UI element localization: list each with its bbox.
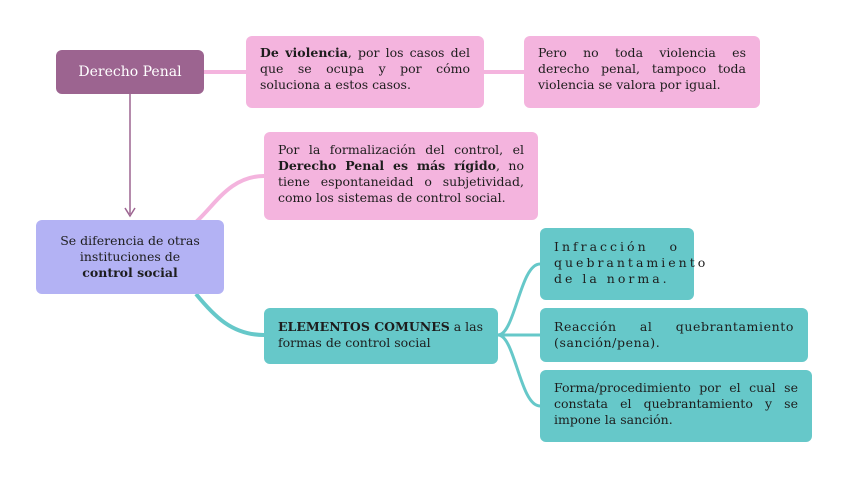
formalizacion-bold: Derecho Penal es más rígido bbox=[278, 158, 496, 173]
item-text-2: Reacción al quebrantamiento (sanción/pena). bbox=[554, 319, 794, 350]
item-text-3: Forma/procedimiento por el cual se constata el quebrantamiento y se impone la sanción. bbox=[554, 380, 798, 427]
item-text-1: Infracción o quebrantamiento de la norma. bbox=[554, 239, 709, 286]
elementos-bold: ELEMENTOS COMUNES bbox=[278, 319, 450, 334]
connector-diferencia-formalizacion bbox=[196, 176, 264, 222]
no-toda-text: Pero no toda violencia es derecho penal, tampoco toda violencia se valora por igual. bbox=[538, 45, 746, 92]
formalizacion-pre: Por la formalización del control, el bbox=[278, 142, 524, 157]
diferencia-node bbox=[36, 220, 224, 294]
root-node bbox=[56, 50, 204, 94]
item-node-2 bbox=[540, 308, 808, 362]
item-node-3 bbox=[540, 370, 812, 442]
diferencia-line1: Se diferencia de otras instituciones de bbox=[60, 233, 200, 264]
no-toda-node bbox=[524, 36, 760, 108]
violencia-bold: De violencia bbox=[260, 45, 348, 60]
formalizacion-node bbox=[264, 132, 538, 220]
root-label: Derecho Penal bbox=[78, 64, 182, 80]
connector-elementos-item1 bbox=[498, 264, 540, 335]
violencia-rest: , por los casos del que se ocupa y por cómo soluciona a estos casos. bbox=[260, 45, 470, 92]
connector-elementos-item3 bbox=[498, 335, 540, 406]
connector-diferencia-elementos bbox=[196, 294, 264, 335]
elementos-rest: a las formas de control social bbox=[278, 319, 484, 350]
formalizacion-post: , no tiene espontaneidad o subjetividad, como los sistemas de control social. bbox=[278, 158, 525, 205]
elementos-node bbox=[264, 308, 498, 364]
item-node-1 bbox=[540, 228, 709, 300]
diferencia-bold: control social bbox=[82, 265, 178, 280]
violencia-node bbox=[246, 36, 484, 108]
